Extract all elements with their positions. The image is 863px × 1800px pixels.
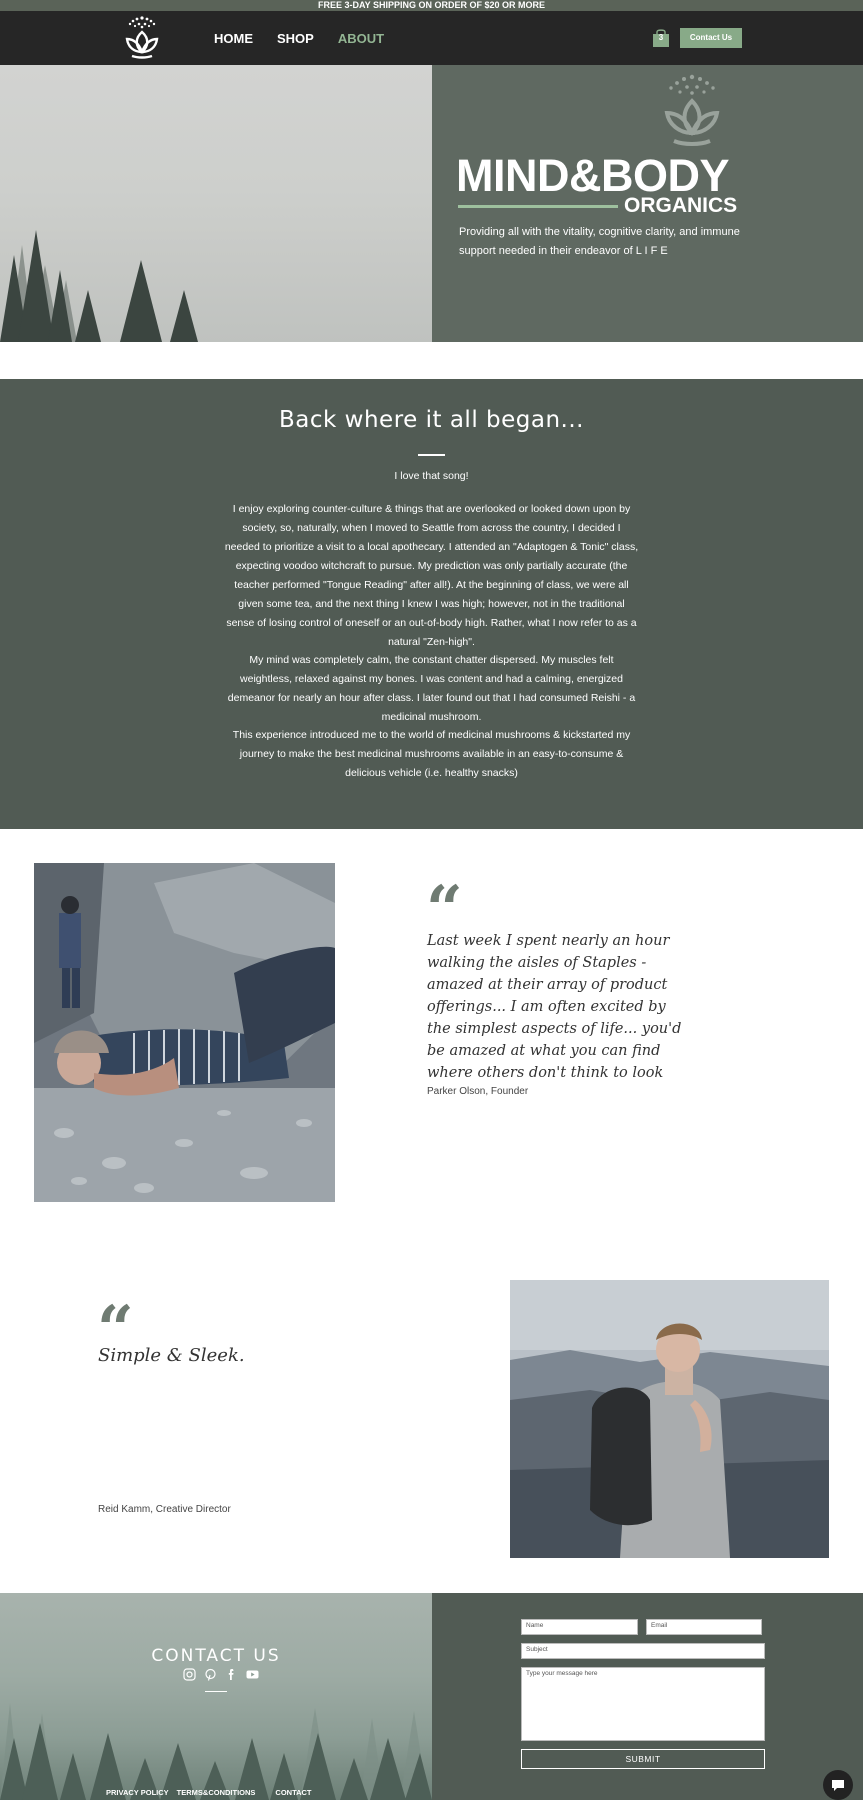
youtube-icon[interactable] [246, 1668, 259, 1681]
contact-forest-image [0, 1593, 432, 1800]
quote-mark: “ [426, 872, 463, 947]
quote-text: Last week I spent nearly an hour walking the aisles of Staples - amazed at their array of product offerings... I am often excited by the simplest aspects of life... you'd be amazed at what you can find where others don't think to look [427, 933, 682, 1081]
logo-icon[interactable] [118, 14, 166, 62]
cart-count: 3 [658, 33, 664, 42]
nav-shop[interactable]: SHOP [277, 30, 314, 46]
hero-title: MIND&BODY [456, 150, 729, 201]
main-nav [214, 11, 384, 65]
story-lead: I love that song! [394, 470, 469, 482]
story-paragraph: My mind was completely calm, the constant chatter dispersed. My muscles felt weightless, relaxed against my bones. I was content and had a calming, energized demeanor for nearly an hour after class. I later found out that I had consumed Reishi - a medicinal mushroom. [227, 654, 636, 723]
creative-director-photo [510, 1280, 829, 1558]
quote-author: Parker Olson, Founder [427, 1086, 529, 1097]
hero-divider [458, 205, 618, 208]
message-field[interactable]: Type your message here [521, 1667, 765, 1741]
chat-icon [823, 1770, 853, 1800]
facebook-icon[interactable] [225, 1668, 238, 1681]
footer-link-contact[interactable]: CONTACT [275, 1788, 312, 1797]
nav-home[interactable]: HOME [214, 30, 253, 46]
social-links [183, 1668, 259, 1681]
subject-field[interactable]: Subject [521, 1643, 765, 1659]
hero-forest-image [0, 65, 432, 342]
contact-title: CONTACT US [151, 1646, 281, 1666]
emblem-icon [652, 73, 732, 147]
story-paragraph: This experience introduced me to the world of medicinal mushrooms & kickstarted my journey to make the best medicinal mushrooms available in an easy-to-consume & delicious vehicle (i.e. healthy snacks) [232, 729, 631, 779]
quote-author: Reid Kamm, Creative Director [98, 1504, 231, 1515]
story-divider [418, 454, 445, 456]
hero-subtitle: ORGANICS [624, 194, 738, 217]
submit-button[interactable]: SUBMIT [521, 1749, 765, 1769]
instagram-icon[interactable] [183, 1668, 196, 1681]
site-header [0, 11, 863, 65]
hero-description: Providing all with the vitality, cognitive clarity, and immune support needed in their endeavor of L I F E [459, 226, 740, 257]
story-title: Back where it all began... [279, 407, 584, 433]
nav-about[interactable]: ABOUT [337, 30, 385, 46]
announcement-text: FREE 3-DAY SHIPPING ON ORDER OF $20 OR MORE [317, 0, 546, 10]
email-field[interactable]: Email [646, 1619, 762, 1635]
cart-button[interactable] [652, 28, 670, 48]
announcement-bar [0, 0, 863, 11]
story-section [0, 379, 863, 829]
hero-brand-panel [432, 65, 863, 342]
contact-divider [205, 1691, 227, 1692]
quote-mark: “ [97, 1292, 134, 1367]
footer-links [106, 1788, 312, 1797]
name-field[interactable]: Name [521, 1619, 638, 1635]
founder-photo [34, 863, 335, 1202]
quote-text: Simple & Sleek. [98, 1345, 245, 1366]
story-paragraph: I enjoy exploring counter-culture & things that are overlooked or looked down upon by society, so, naturally, when I moved to Seattle from across the country, I decided I needed to prioritize a visit to a local apothecary. I attended an "Adaptogen & Tonic" class, expecting voodoo witchcraft to pursue. My prediction was only partially accurate (the teacher performed "Tongue Reading" after all!). At the beginning of class, we were all given some tea, and the next thing I knew I was high; however, not in the traditional sense of losing control of oneself or an out-of-body high. Rather, what I now refer to as a natural "Zen-high". [224, 503, 639, 648]
chat-button[interactable] [823, 1770, 853, 1800]
pinterest-icon[interactable] [204, 1668, 217, 1681]
footer-link-privacy[interactable]: PRIVACY POLICY [106, 1788, 169, 1797]
contact-us-button[interactable]: Contact Us [680, 28, 742, 48]
footer-link-terms[interactable]: TERMS&CONDITIONS [176, 1788, 256, 1797]
